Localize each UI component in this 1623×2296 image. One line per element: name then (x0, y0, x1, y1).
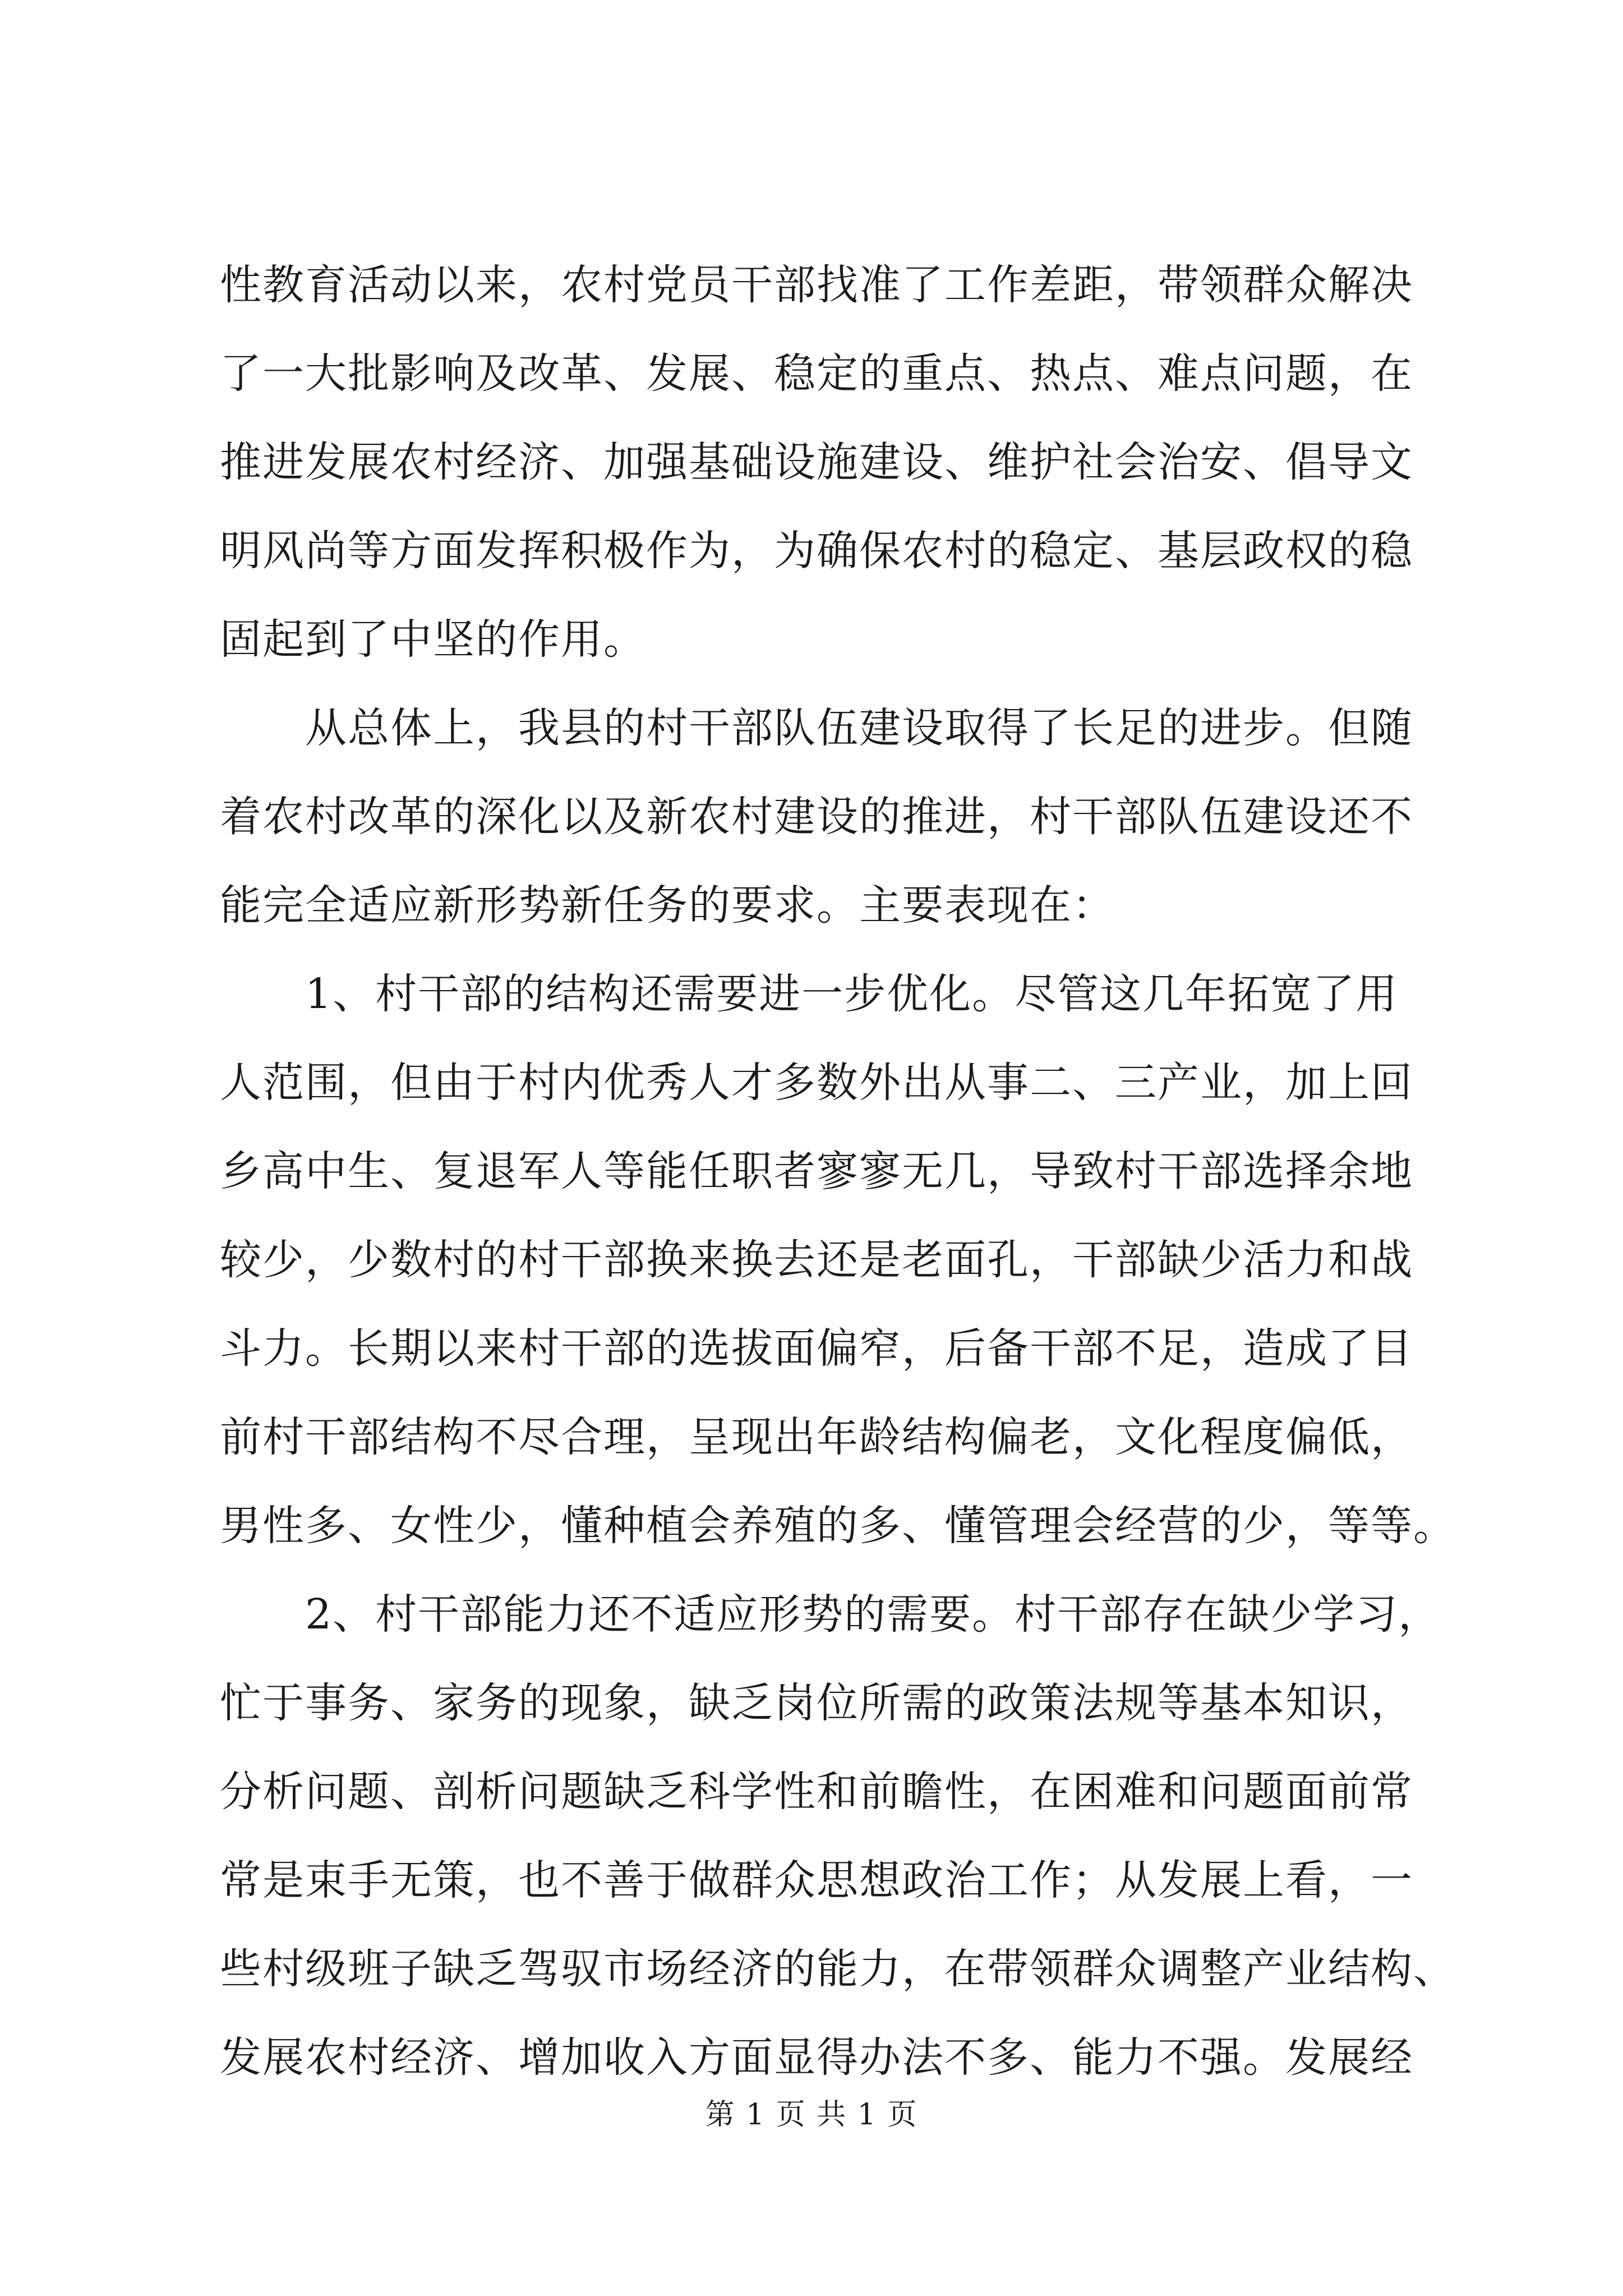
text-line: 前村干部结构不尽合理，呈现出年龄结构偏老，文化程度偏低， (220, 1413, 1413, 1461)
text-line: 了一大批影响及改革、发展、稳定的重点、热点、难点问题，在 (220, 349, 1413, 398)
text-line: 能完全适应新形势新任务的要求。主要表现在： (220, 881, 1115, 930)
text-line: 固起到了中坚的作用。 (220, 615, 646, 664)
text-line: 发展农村经济、增加收入方面显得办法不多、能力不强。发展经 (220, 2033, 1413, 2082)
text-line: 乡高中生、复退军人等能任职者寥寥无几，导致村干部选择余地 (220, 1147, 1413, 1195)
text-line: 明风尚等方面发挥积极作为，为确保农村的稳定、基层政权的稳 (220, 527, 1413, 575)
text-line: 常是束手无策，也不善于做群众思想政治工作；从发展上看，一 (220, 1856, 1413, 1904)
text-line: 着农村改革的深化以及新农村建设的推进，村干部队伍建设还不 (220, 793, 1413, 841)
text-line: 些村级班子缺乏驾驭市场经济的能力，在带领群众调整产业结构、 (220, 1945, 1456, 1993)
paragraph-first-line: 1、村干部的结构还需要进一步优化。尽管这几年拓宽了用 (305, 970, 1399, 1018)
text-line: 斗力。长期以来村干部的选拔面偏窄，后备干部不足，造成了目 (220, 1324, 1413, 1373)
text-line: 忙于事务、家务的现象，缺乏岗位所需的政策法规等基本知识， (220, 1679, 1413, 1727)
page-footer: 第 1 页 共 1 页 (705, 2098, 918, 2132)
paragraph-first-line: 从总体上，我县的村干部队伍建设取得了长足的进步。但随 (305, 704, 1413, 752)
text-line: 分析问题、剖析问题缺乏科学性和前瞻性，在困难和问题面前常 (220, 1768, 1413, 1816)
text-line: 人范围，但由于村内优秀人才多数外出从事二、三产业，加上回 (220, 1059, 1413, 1107)
text-line: 性教育活动以来，农村党员干部找准了工作差距，带领群众解决 (220, 261, 1413, 309)
text-line: 男性多、女性少，懂种植会养殖的多、懂管理会经营的少，等等。 (220, 1502, 1456, 1550)
text-line: 推进发展农村经济、加强基础设施建设、维护社会治安、倡导文 (220, 438, 1413, 486)
paragraph-first-line: 2、村干部能力还不适应形势的需要。村干部存在缺少学习， (305, 1590, 1441, 1639)
text-line: 较少，少数村的村干部换来换去还是老面孔，干部缺少活力和战 (220, 1236, 1413, 1284)
